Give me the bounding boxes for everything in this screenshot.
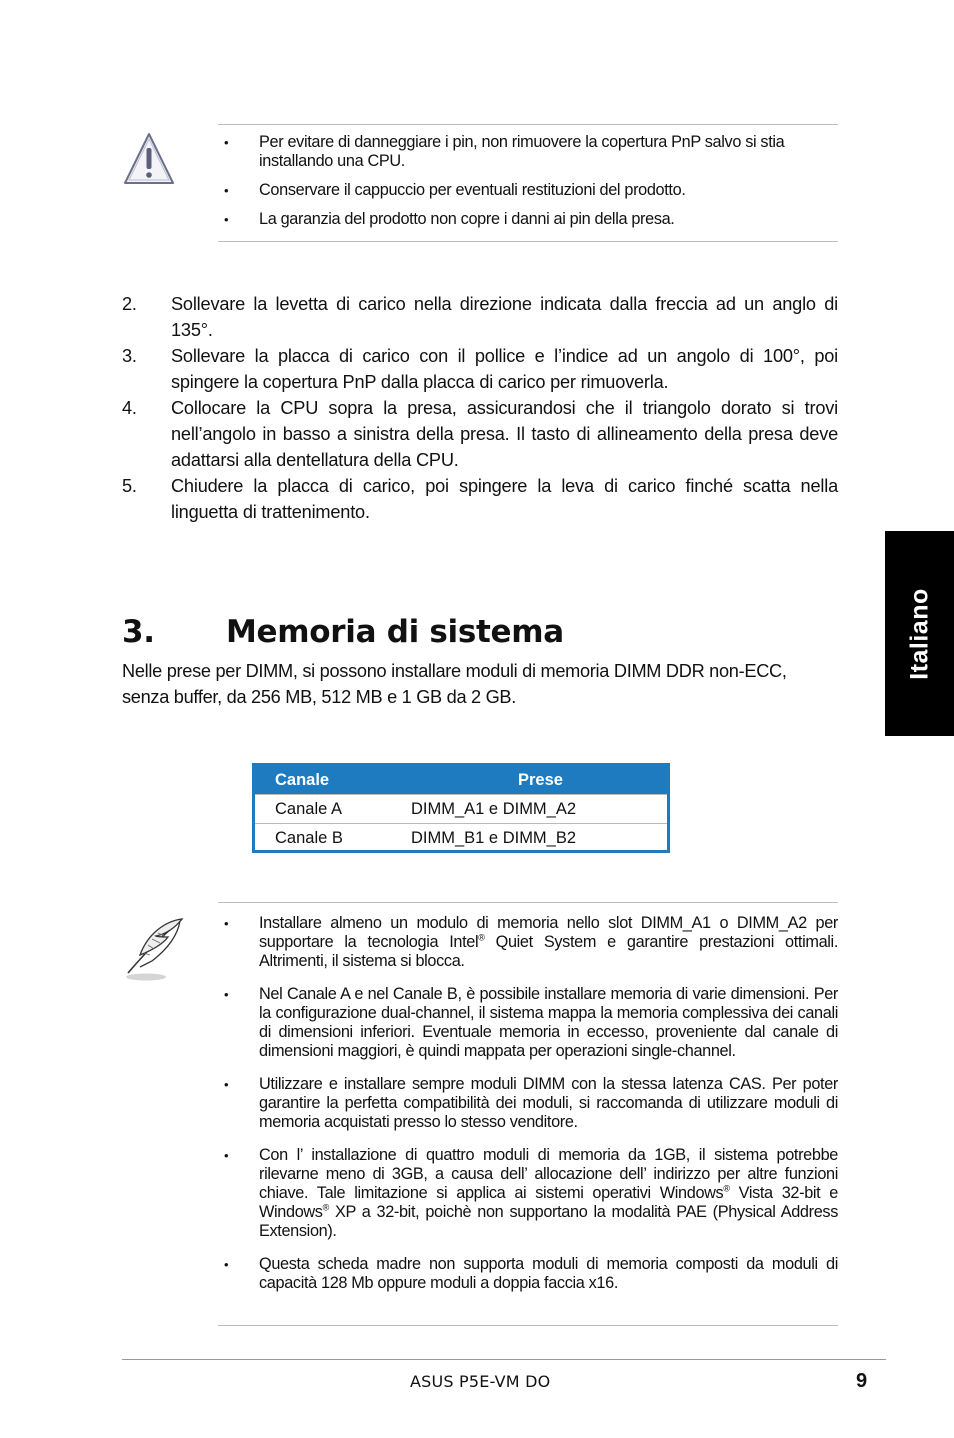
step-text: Chiudere la placca di carico, poi spingere la leva di carico finché scatta nella linguetta di trattenimento. <box>171 476 838 522</box>
table-row <box>255 795 667 824</box>
step-text: Sollevare la levetta di carico nella direzione indicata dalla freccia ad un anglo di 135°. <box>171 294 838 340</box>
table-cell: DIMM_A1 e DIMM_A2 <box>411 795 667 824</box>
step-number: 2. <box>122 294 137 314</box>
note-item: • Questa scheda madre non supporta moduli di memoria composti da moduli di capacità 128 Mb oppure moduli a doppia faccia x16. <box>218 1255 838 1293</box>
step-number: 3. <box>122 346 137 366</box>
table-header-row <box>255 766 667 795</box>
note-list <box>218 914 838 1307</box>
table-header-cell: Prese <box>411 766 667 795</box>
section-title <box>122 614 564 650</box>
warning-triangle-icon <box>122 131 176 187</box>
step-text: Collocare la CPU sopra la presa, assicurandosi che il triangolo dorato si trovi nell’angolo in basso a sinistra della presa. Il tasto di allineamento della presa deve adattarsi alla dentellatura della CPU. <box>171 398 838 470</box>
section-number: 3. <box>122 614 155 650</box>
table-cell: Canale B <box>255 824 411 853</box>
installation-steps <box>122 291 838 525</box>
section-title-text: Memoria di sistema <box>226 614 564 650</box>
note-item: • Con l’ installazione di quattro moduli di memoria da 1GB, il sistema potrebbe rilevarne meno di 3GB, a causa dell’ allocazione dell’ indirizzo per altre funzioni chiave. Tale limitazione si applica ai sistemi operativi Windows® Vista 32-bit e Windows® XP a 32-bit, poichè non supportano la modalità PAE (Physical Address Extension). <box>218 1146 838 1241</box>
language-label: Italiano <box>905 587 933 680</box>
step-item <box>122 473 838 525</box>
page-number: 9 <box>856 1370 868 1392</box>
warning-item: • La garanzia del prodotto non copre i danni ai pin della presa. <box>218 210 838 229</box>
warning-item: • Per evitare di danneggiare i pin, non rimuovere la copertura PnP salvo si stia installando una CPU. <box>218 133 838 171</box>
note-item: • Installare almeno un modulo di memoria nello slot DIMM_A1 o DIMM_A2 per supportare la tecnologia Intel® Quiet System e garantire prestazioni ottimali. Altrimenti, il sistema si blocca. <box>218 914 838 971</box>
footer-product-name: ASUS P5E-VM DO <box>410 1372 551 1391</box>
step-text: Sollevare la placca di carico con il pollice e l’indice ad un angolo di 100°, poi spingere la copertura PnP dalla placca di carico per rimuoverla. <box>171 346 838 392</box>
section-intro: Nelle prese per DIMM, si possono installare moduli di memoria DIMM DDR non-ECC, senza buffer, da 256 MB, 512 MB e 1 GB da 2 GB. <box>122 661 787 707</box>
step-item <box>122 395 838 473</box>
note-item: • Nel Canale A e nel Canale B, è possibile installare memoria di varie dimensioni. Per la configurazione dual-channel, il sistema mappa la memoria complessiva dei canali di dimensioni inferiori. Eventuale memoria in eccesso, proveniente dal canale di dimensioni maggiori, è quindi mappata per operazioni single-channel. <box>218 985 838 1061</box>
step-item <box>122 291 838 343</box>
footer-divider <box>122 1359 886 1360</box>
warning-list <box>218 133 838 239</box>
language-side-tab <box>885 531 954 736</box>
step-number: 4. <box>122 398 137 418</box>
step-number: 5. <box>122 476 137 496</box>
table-cell: DIMM_B1 e DIMM_B2 <box>411 824 667 853</box>
warning-item: • Conservare il cappuccio per eventuali restituzioni del prodotto. <box>218 181 838 200</box>
table-cell: Canale A <box>255 795 411 824</box>
channel-table <box>252 763 670 853</box>
feather-pen-icon <box>122 915 188 985</box>
table-header-cell: Canale <box>255 766 411 795</box>
table-row <box>255 824 667 853</box>
step-item <box>122 343 838 395</box>
note-item: • Utilizzare e installare sempre moduli DIMM con la stessa latenza CAS. Per poter garantire la perfetta compatibilità dei moduli, si raccomanda di utilizzare moduli di memoria acquistati presso lo stesso venditore. <box>218 1075 838 1132</box>
